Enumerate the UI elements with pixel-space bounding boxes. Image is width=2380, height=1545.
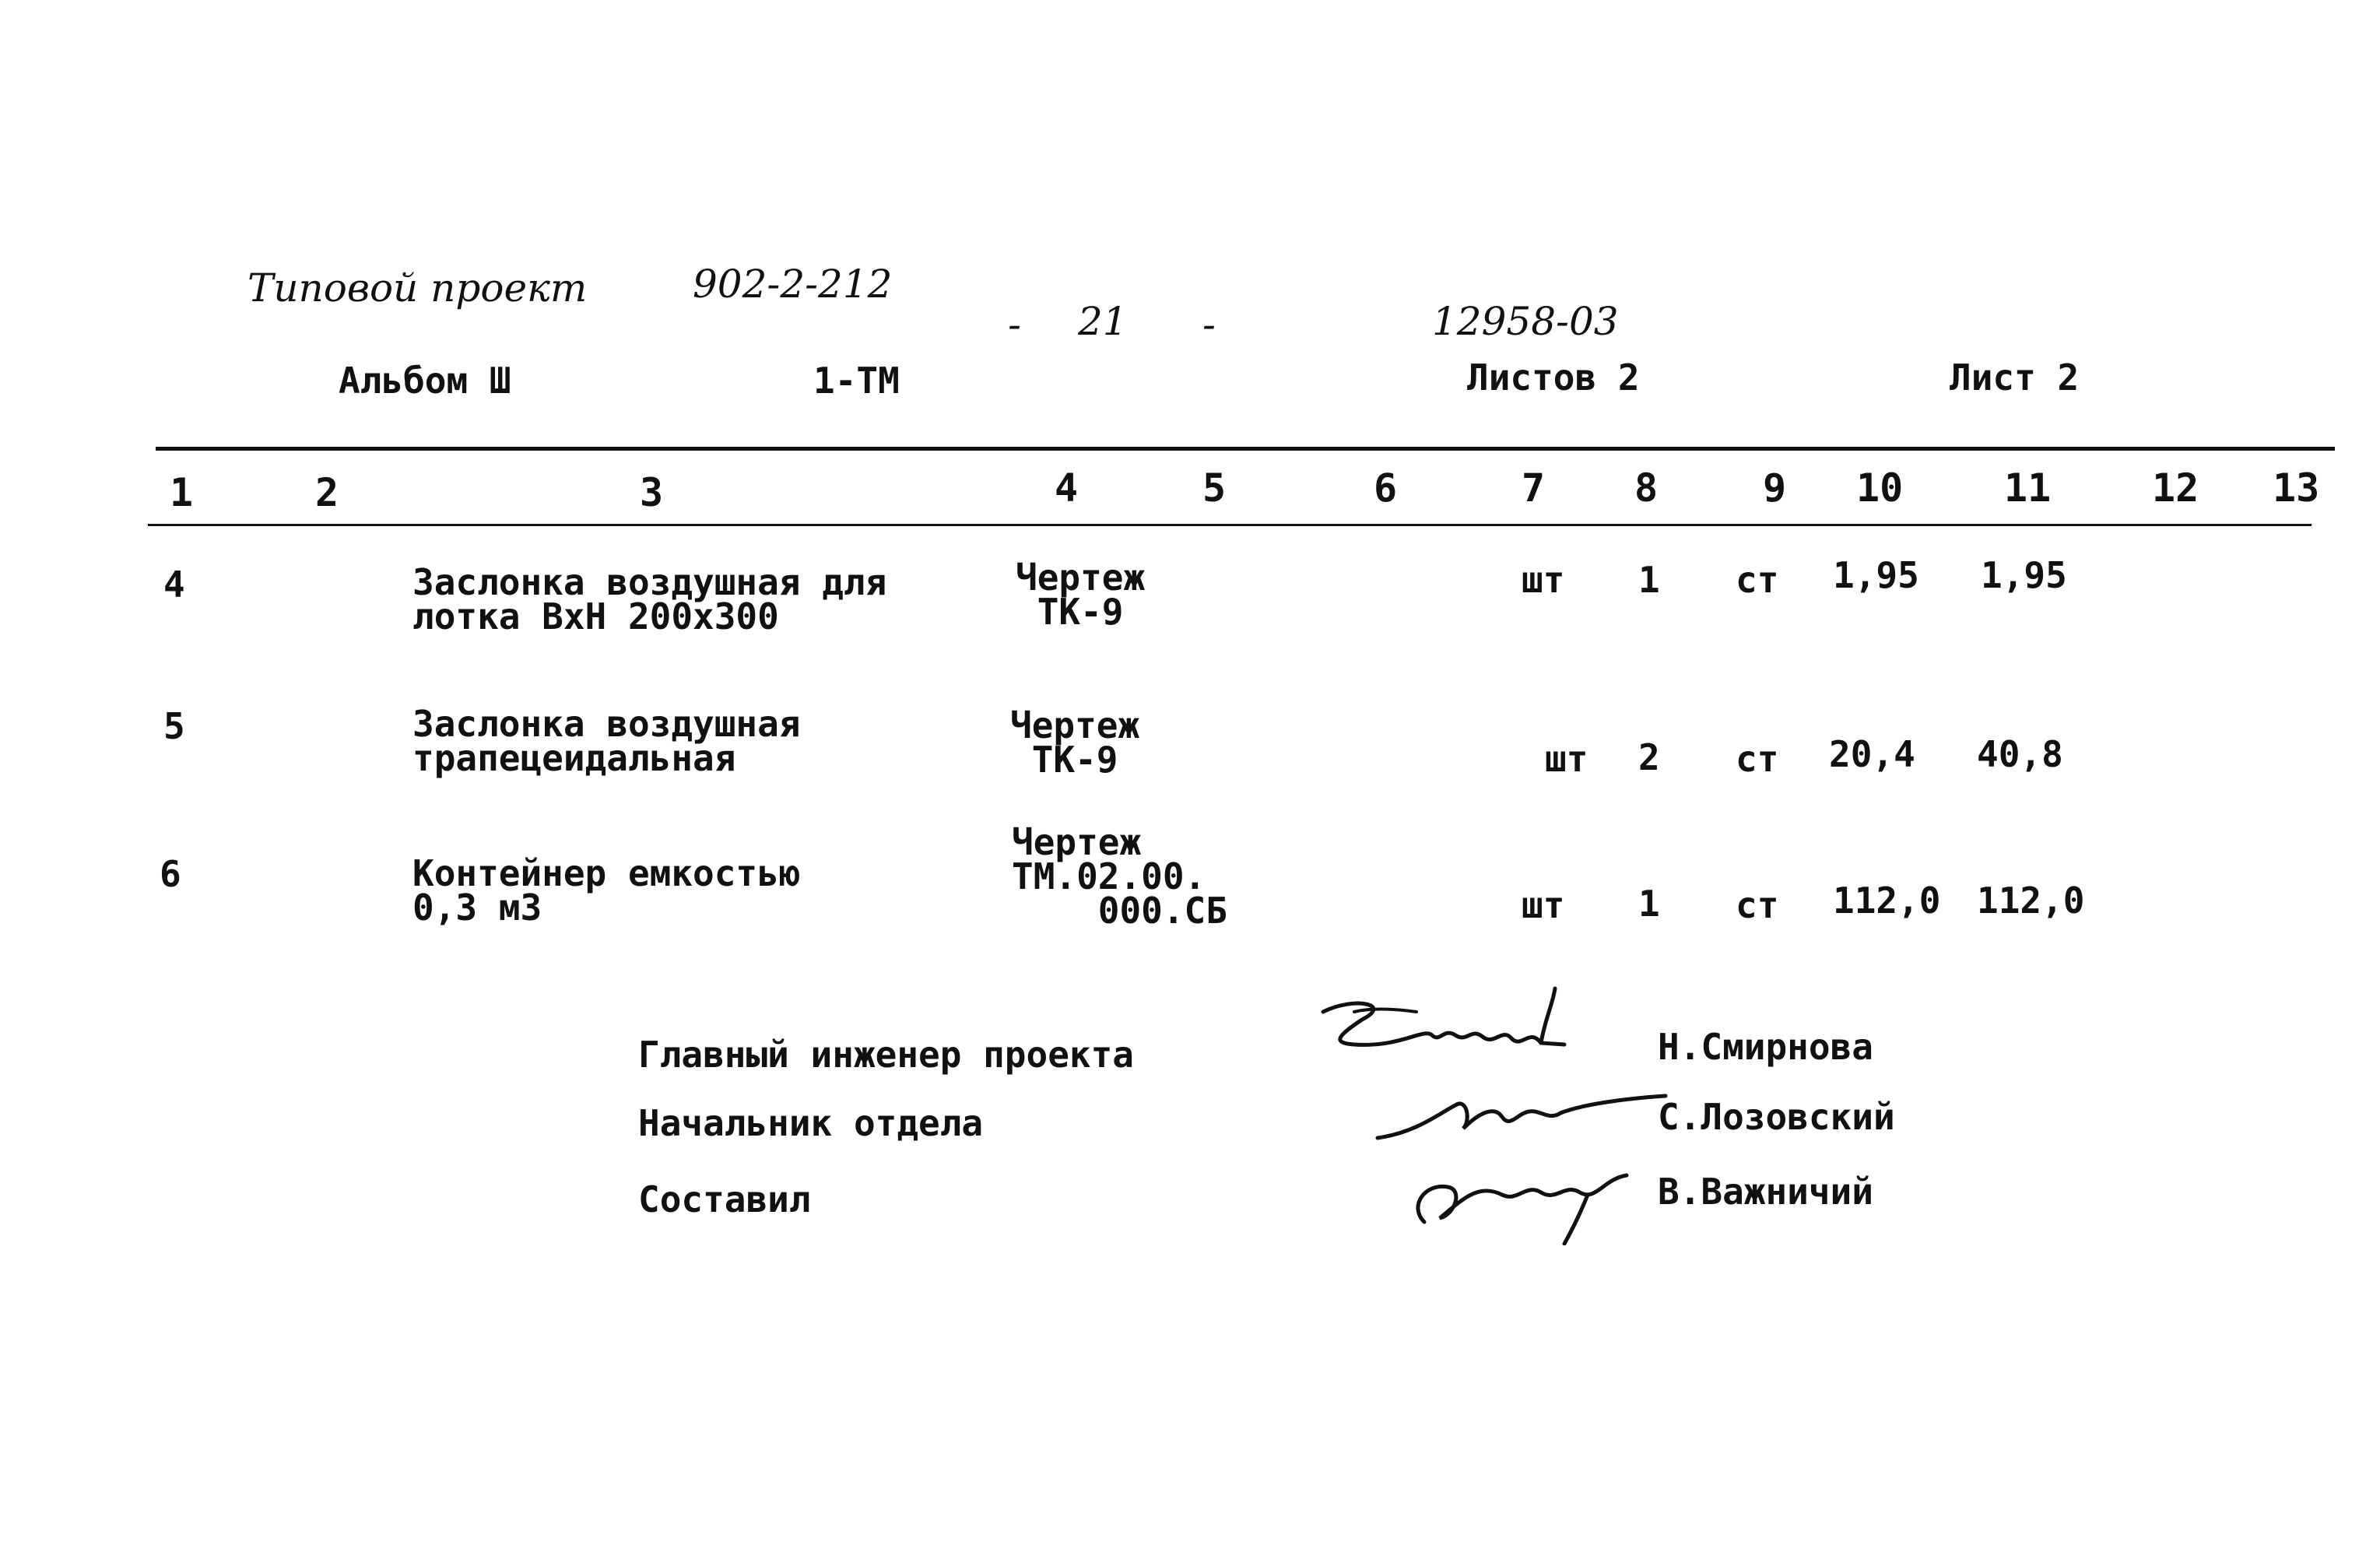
row-unit: шт [1522,884,1565,926]
mark-label: 1-ТМ [813,360,900,402]
row-mass-unit: 112,0 [1833,880,1941,922]
col-num: 13 [2273,465,2320,511]
col-num: 2 [315,470,339,515]
row-position: 4 [163,564,185,606]
row-mass-total: 112,0 [1977,880,2085,922]
signature-role: Начальник отдела [638,1102,984,1144]
part-number: 21 [1078,299,1128,344]
col-num: 7 [1522,465,1546,511]
handwritten-signature-1 [1308,981,1603,1074]
row-position: 6 [160,853,181,895]
sheets-total: Листов 2 [1467,356,1640,399]
col-num: 6 [1374,465,1398,511]
col-num: 10 [1856,465,1904,511]
col-num: 11 [2004,465,2052,511]
project-label: Типовой проект [247,265,588,311]
row-material: ст [1736,738,1779,780]
row-name: Контейнер емкостью 0,3 м3 [412,852,801,929]
row-mass-total: 40,8 [1977,733,2063,775]
row-material: ст [1736,884,1779,926]
handwritten-signature-3 [1401,1152,1650,1245]
table-header-rule [148,524,2312,526]
sheet-number: Лист 2 [1950,356,2080,399]
signature-role: Составил [638,1178,811,1220]
col-num: 8 [1634,465,1659,511]
signature-role: Главный инженер проекта [638,1034,1134,1076]
row-document: Чертеж ТК-9 [1010,704,1140,781]
album-label: Альбом Ш [339,360,511,402]
dash-separator-2: - [1202,302,1216,347]
row-mass-unit: 20,4 [1829,733,1915,775]
project-code: 902-2-212 [693,262,893,307]
row-quantity: 1 [1638,883,1660,925]
row-name: Заслонка воздушная трапецеидальная [412,703,801,779]
col-num: 1 [170,470,194,515]
col-num: 4 [1055,465,1079,511]
row-material: ст [1736,559,1779,601]
signature-name: Н.Смирнова [1658,1026,1873,1068]
row-document: Чертеж ТМ.02.00. 000.СБ [1012,821,1227,932]
signature-name: В.Важничий [1658,1171,1873,1213]
row-document: Чертеж ТК-9 [1016,557,1146,633]
table-top-rule [156,447,2335,451]
row-name: Заслонка воздушная для лотка ВхН 200х300 [412,561,887,637]
row-unit: шт [1545,738,1588,780]
col-num: 3 [640,470,664,515]
row-position: 5 [163,705,185,747]
handwritten-signature-2 [1370,1082,1681,1144]
dash-separator-1: - [1008,302,1021,347]
signature-name: С.Лозовский [1658,1096,1895,1138]
col-num: 12 [2152,465,2199,511]
col-num: 5 [1202,465,1227,511]
row-quantity: 2 [1638,736,1660,778]
row-mass-unit: 1,95 [1833,554,1919,596]
row-mass-total: 1,95 [1981,554,2067,596]
document-number: 12958-03 [1432,299,1619,344]
row-unit: шт [1522,559,1565,601]
col-num: 9 [1763,465,1787,511]
row-quantity: 1 [1638,559,1660,601]
